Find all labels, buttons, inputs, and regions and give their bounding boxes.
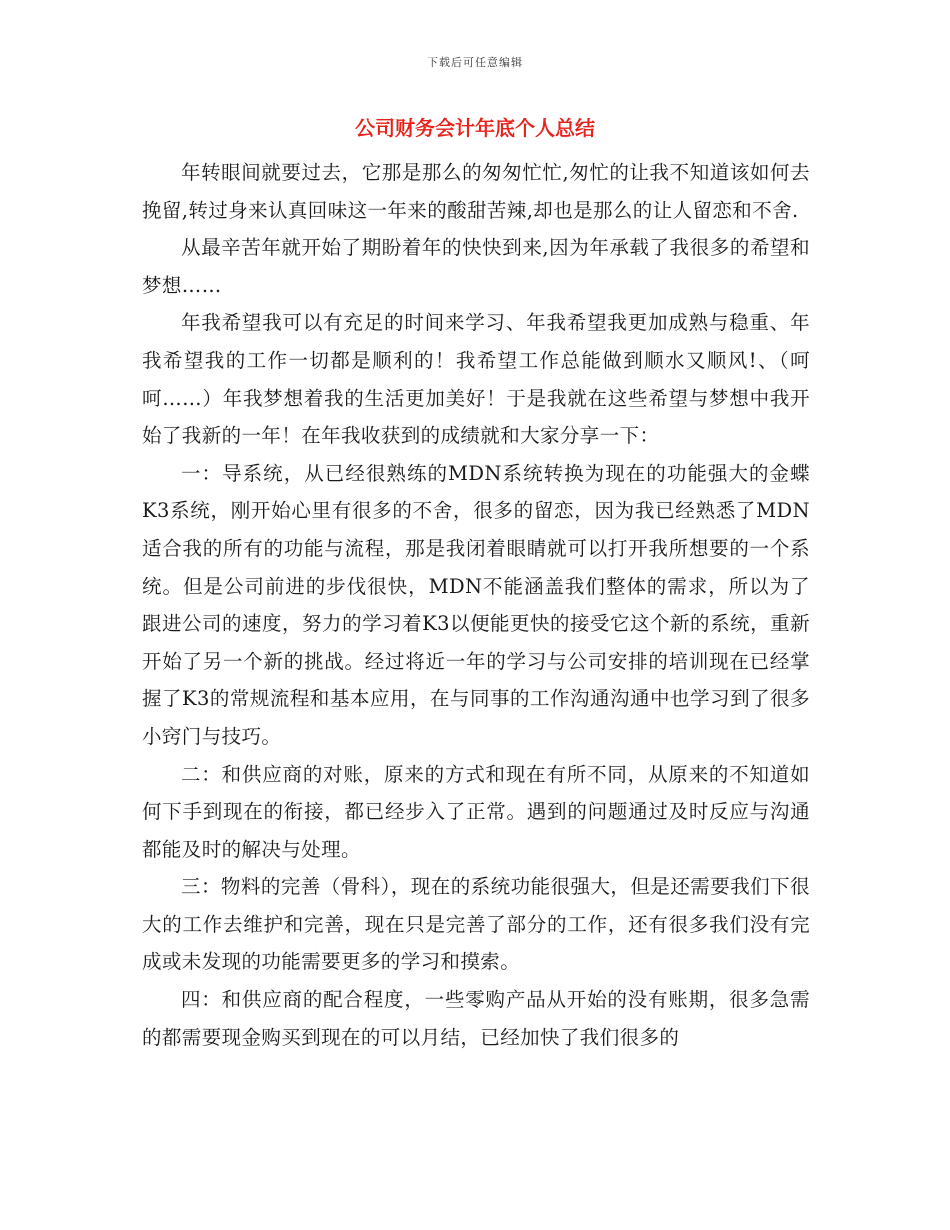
paragraph: 一：导系统，从已经很熟练的MDN系统转换为现在的功能强大的金蝶K3系统，刚开始心里有很多的不舍，很多的留恋，因为我已经熟悉了MDN适合我的所有的功能与流程，那是我闭着眼睛就可以打开我所想要的一个系统。但是公司前进的步伐很快，MDN不能涵盖我们整体的需求，所以为了跟进公司的速度，努力的学习着K3以便能更快的接受它这个新的系统，重新开始了另一个新的挑战。经过将近一年的学习与公司安排的培训现在已经掌握了K3的常规流程和基本应用，在与同事的工作沟通沟通中也学习到了很多小窍门与技巧。 — [142, 461, 810, 748]
header-note: 下载后可任意编辑 — [427, 56, 523, 69]
paragraph: 二：和供应商的对账，原来的方式和现在有所不同，从原来的不知道如何下手到现在的衔接，都已经步入了正常。遇到的问题通过及时反应与沟通都能及时的解决与处理。 — [142, 762, 810, 861]
paragraph: 年转眼间就要过去，它那是那么的匆匆忙忙,匆忙的让我不知道该如何去挽留,转过身来认真回味这一年来的酸甜苦辣,却也是那么的让人留恋和不舍. — [142, 161, 810, 222]
paragraph: 三：物料的完善（骨科），现在的系统功能很强大，但是还需要我们下很大的工作去维护和完善，现在只是完善了部分的工作，还有很多我们没有完成或未发现的功能需要更多的学习和摸索。 — [142, 875, 810, 974]
paragraph: 四：和供应商的配合程度，一些零购产品从开始的没有账期，很多急需的都需要现金购买到现在的可以月结，已经加快了我们很多的 — [142, 988, 810, 1049]
document-body — [142, 154, 810, 1056]
paragraph: 年我希望我可以有充足的时间来学习、年我希望我更加成熟与稳重、年我希望我的工作一切都是顺利的！我希望工作总能做到顺水又顺风!、（呵呵……）年我梦想着我的生活更加美好！于是我就在这些希望与梦想中我开始了我新的一年！在年我收获到的成绩就和大家分享一下： — [142, 311, 810, 448]
document-title: 公司财务会计年底个人总结 — [355, 116, 595, 140]
paragraph: 从最辛苦年就开始了期盼着年的快快到来,因为年承载了我很多的希望和梦想…… — [142, 236, 810, 297]
